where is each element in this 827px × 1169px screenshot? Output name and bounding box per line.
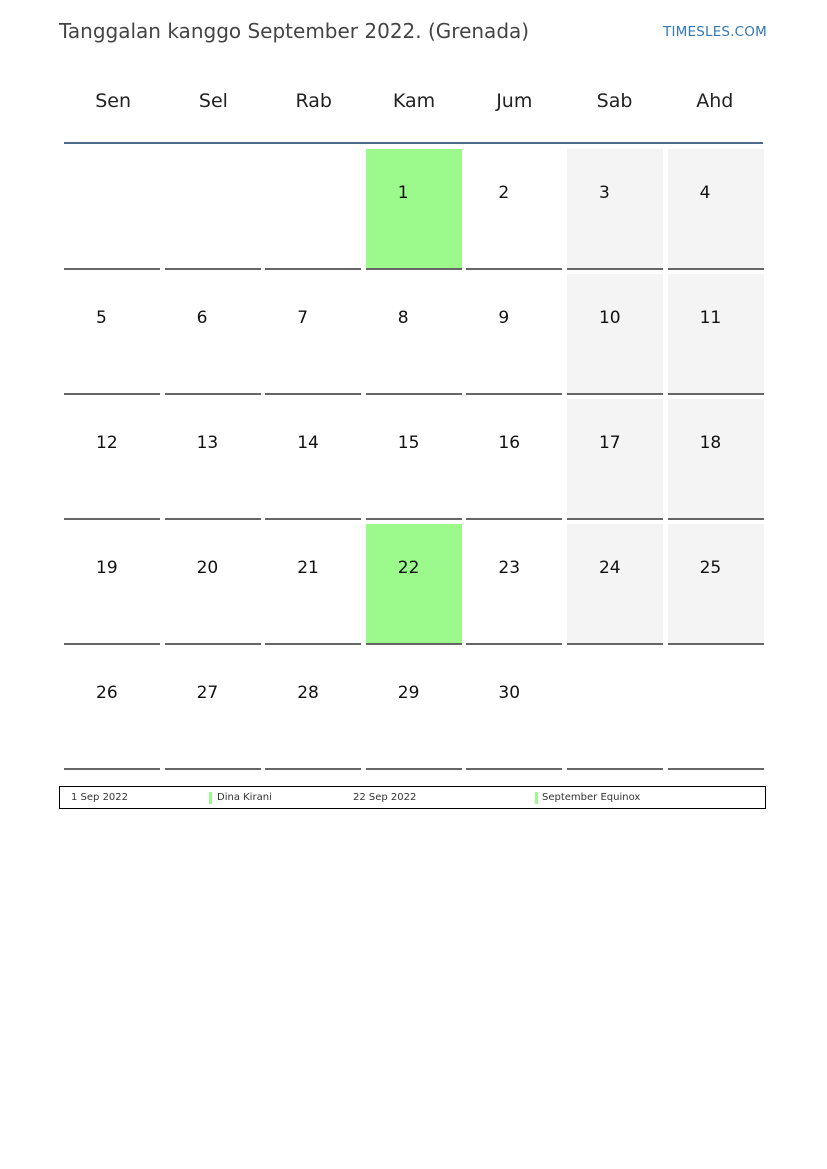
day-number: 23 xyxy=(498,558,521,578)
day-cell xyxy=(265,399,361,520)
day-cell-weekend xyxy=(668,149,764,270)
calendar-week xyxy=(64,149,764,274)
day-cell-holiday xyxy=(366,524,462,645)
day-cell xyxy=(366,274,462,395)
day-cell xyxy=(165,399,261,520)
day-cell xyxy=(466,524,562,645)
calendar-week xyxy=(64,649,764,774)
day-number: 21 xyxy=(297,558,319,578)
day-number: 10 xyxy=(598,308,621,328)
weekday-label: Sen xyxy=(95,90,132,112)
day-cell xyxy=(64,149,160,270)
day-number: 17 xyxy=(598,433,621,453)
day-number: 12 xyxy=(96,433,118,453)
legend-color-swatch xyxy=(209,792,212,804)
legend-holiday-name: Dina Kirani xyxy=(217,792,272,803)
day-cell-weekend xyxy=(567,399,663,520)
legend-color-swatch xyxy=(535,792,538,804)
day-cell-weekend xyxy=(567,149,663,270)
weekday-header-row xyxy=(63,90,765,118)
holiday-legend xyxy=(59,786,766,809)
day-number: 13 xyxy=(196,433,219,453)
day-cell xyxy=(265,149,361,270)
calendar-week xyxy=(64,399,764,524)
day-cell-weekend xyxy=(567,274,663,395)
day-number: 5 xyxy=(96,308,107,328)
day-cell xyxy=(466,149,562,270)
day-cell xyxy=(265,274,361,395)
day-number: 19 xyxy=(96,558,118,578)
day-number: 25 xyxy=(699,558,722,578)
weekday-label: Sab xyxy=(596,90,633,112)
day-cell-weekend xyxy=(668,399,764,520)
day-number: 29 xyxy=(397,683,420,703)
day-number: 24 xyxy=(598,558,621,578)
day-number: 30 xyxy=(498,683,521,703)
day-cell xyxy=(466,649,562,770)
day-number: 15 xyxy=(397,433,420,453)
day-cell xyxy=(366,649,462,770)
day-cell xyxy=(64,399,160,520)
day-cell xyxy=(265,649,361,770)
day-number: 1 xyxy=(397,183,409,203)
day-number: 8 xyxy=(397,308,409,328)
day-number: 4 xyxy=(699,183,711,203)
day-cell xyxy=(165,274,261,395)
day-cell xyxy=(466,399,562,520)
day-number: 2 xyxy=(498,183,510,203)
day-number: 20 xyxy=(196,558,219,578)
day-cell xyxy=(64,649,160,770)
day-number: 6 xyxy=(196,308,208,328)
day-cell xyxy=(366,399,462,520)
day-cell-weekend xyxy=(668,524,764,645)
day-cell xyxy=(668,649,764,770)
day-cell xyxy=(64,524,160,645)
day-cell xyxy=(165,524,261,645)
weekday-label: Rab xyxy=(295,90,332,112)
day-number: 22 xyxy=(397,558,420,578)
day-number: 14 xyxy=(297,433,319,453)
weekday-label: Ahd xyxy=(696,90,734,112)
day-number: 18 xyxy=(699,433,722,453)
weekday-label: Sel xyxy=(198,90,228,112)
day-cell xyxy=(265,524,361,645)
day-number: 7 xyxy=(297,308,309,328)
day-cell-holiday xyxy=(366,149,462,270)
day-number: 3 xyxy=(598,183,610,203)
day-number: 16 xyxy=(498,433,521,453)
day-cell xyxy=(165,149,261,270)
header-divider xyxy=(64,142,763,144)
day-cell-weekend xyxy=(567,524,663,645)
legend-date: 22 Sep 2022 xyxy=(353,792,417,803)
calendar-week xyxy=(64,524,764,649)
calendar-week xyxy=(64,274,764,399)
day-number: 9 xyxy=(498,308,510,328)
day-cell xyxy=(567,649,663,770)
day-number: 11 xyxy=(699,308,722,328)
calendar-grid xyxy=(64,149,764,774)
legend-date: 1 Sep 2022 xyxy=(71,792,129,803)
day-cell xyxy=(165,649,261,770)
day-number: 28 xyxy=(297,683,319,703)
day-cell xyxy=(64,274,160,395)
page-title: Tanggalan kanggo September 2022. (Grenada) xyxy=(59,19,530,43)
weekday-label: Jum xyxy=(496,90,533,112)
day-number: 27 xyxy=(196,683,219,703)
day-cell xyxy=(466,274,562,395)
legend-holiday-name: September Equinox xyxy=(542,792,641,803)
brand-link[interactable]: TIMESLES.COM xyxy=(663,24,767,40)
day-cell-weekend xyxy=(668,274,764,395)
day-number: 26 xyxy=(96,683,118,703)
weekday-label: Kam xyxy=(392,90,436,112)
